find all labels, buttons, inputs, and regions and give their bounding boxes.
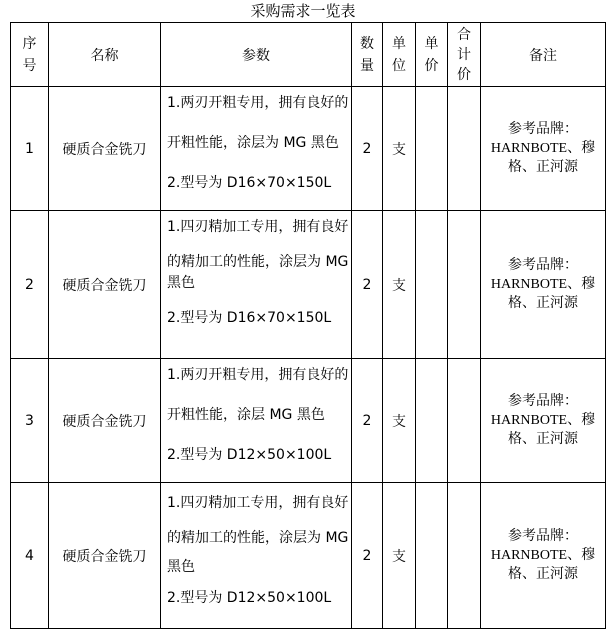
cell-total	[448, 483, 481, 629]
cell-note	[481, 359, 606, 483]
cell-note	[481, 211, 606, 359]
param-line: 的精加工的性能，涂层为 MG	[167, 254, 349, 270]
table-row	[11, 211, 606, 359]
header-total: 合计价	[448, 23, 481, 87]
cell-seq: 1	[11, 87, 49, 211]
note-line: 格、正河源	[508, 432, 578, 447]
cell-price	[416, 483, 448, 629]
cell-note	[481, 483, 606, 629]
cell-params	[161, 483, 352, 629]
cell-seq: 4	[11, 483, 49, 629]
cell-seq: 3	[11, 359, 49, 483]
cell-qty: 2	[352, 359, 383, 483]
note-line: 参考品牌：	[508, 528, 578, 544]
table-row	[11, 483, 606, 629]
cell-total	[448, 87, 481, 211]
cell-price	[416, 211, 448, 359]
header-unit: 单位	[383, 23, 416, 87]
note-line: 参考品牌：	[508, 393, 578, 409]
param-line: 2.型号为 D12×50×100L	[167, 447, 332, 463]
param-line: 开粗性能，涂层 MG 黑色	[167, 407, 325, 423]
header-price: 单价	[416, 23, 448, 87]
note-line: HARNBOTE、穆	[490, 277, 596, 292]
cell-name: 硬质合金铣刀	[49, 87, 161, 211]
cell-params	[161, 359, 352, 483]
table-title: 采购需求一览表	[250, 2, 356, 20]
note-line: 格、正河源	[508, 296, 578, 311]
note-line: 参考品牌：	[508, 257, 578, 273]
table-row	[11, 87, 606, 211]
cell-name: 硬质合金铣刀	[49, 359, 161, 483]
header-params: 参数	[161, 23, 352, 87]
procurement-table	[10, 22, 606, 629]
cell-note	[481, 87, 606, 211]
param-line: 1.四刃精加工专用，拥有良好	[167, 495, 349, 511]
note-line: HARNBOTE、穆	[490, 141, 596, 156]
param-line: 2.型号为 D16×70×150L	[167, 310, 332, 326]
cell-price	[416, 87, 448, 211]
note-line: 格、正河源	[508, 160, 578, 175]
header-name: 名称	[49, 23, 161, 87]
cell-qty: 2	[352, 483, 383, 629]
note-line: 格、正河源	[508, 567, 578, 582]
cell-qty: 2	[352, 87, 383, 211]
cell-name: 硬质合金铣刀	[49, 483, 161, 629]
cell-unit: 支	[383, 483, 416, 629]
param-line: 1.两刃开粗专用，拥有良好的	[167, 367, 349, 383]
cell-seq: 2	[11, 211, 49, 359]
note-line: HARNBOTE、穆	[490, 548, 596, 563]
cell-params	[161, 87, 352, 211]
header-row	[11, 23, 606, 87]
param-line: 开粗性能，涂层为 MG 黑色	[167, 135, 339, 151]
table-row	[11, 359, 606, 483]
cell-total	[448, 359, 481, 483]
header-qty: 数量	[352, 23, 383, 87]
note-line: HARNBOTE、穆	[490, 413, 596, 428]
header-seq: 序号	[11, 23, 49, 87]
cell-qty: 2	[352, 211, 383, 359]
param-line: 黑色	[167, 559, 195, 575]
param-line: 的精加工的性能，涂层为 MG	[167, 530, 349, 546]
param-line: 2.型号为 D16×70×150L	[167, 175, 332, 191]
cell-unit: 支	[383, 87, 416, 211]
cell-price	[416, 359, 448, 483]
param-line: 黑色	[167, 275, 195, 291]
cell-unit: 支	[383, 211, 416, 359]
cell-params	[161, 211, 352, 359]
param-line: 2.型号为 D12×50×100L	[167, 590, 332, 606]
cell-total	[448, 211, 481, 359]
header-note: 备注	[481, 23, 606, 87]
param-line: 1.四刃精加工专用，拥有良好	[167, 219, 349, 235]
cell-unit: 支	[383, 359, 416, 483]
note-line: 参考品牌：	[508, 121, 578, 137]
param-line: 1.两刃开粗专用，拥有良好的	[167, 95, 349, 111]
cell-name: 硬质合金铣刀	[49, 211, 161, 359]
